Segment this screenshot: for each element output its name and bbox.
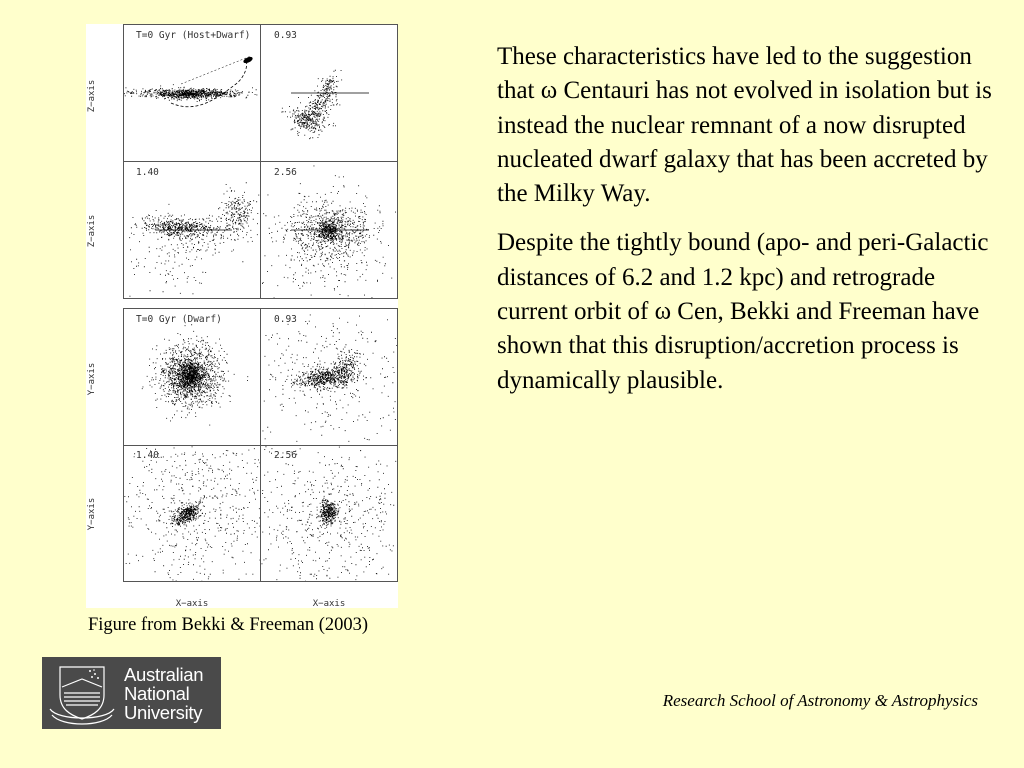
anu-crest-icon [42,657,122,729]
logo-line: University [124,702,203,723]
panel-label: 1.40 [136,167,159,178]
x-axis-label: X−axis [312,599,346,608]
paragraph: Despite the tightly bound (apo- and peri-Galactic distances of 6.2 and 1.2 kpc) and retrograde current orbit of ω Cen, Bekki and Freeman have shown that this disruption/accretion process is dynamically plausible. [497,229,989,394]
panel-label: 1.40 [136,450,159,461]
y-axis-label: Y−axis [87,497,97,531]
slide-body [497,40,997,413]
logo-wordmark [124,665,219,722]
y-axis-label: Z−axis [87,214,97,248]
figure-caption: Figure from Bekki & Freeman (2003) [88,615,369,635]
panel-label: T=0 Gyr (Host+Dwarf) [136,30,251,41]
paragraph: These characteristics have led to the suggestion that ω Centauri has not evolved in isolation but is instead the nuclear remnant of a now disrupted nucleated dwarf galaxy that has been accreted by the Milky Way. [497,43,992,208]
simulation-panels [86,24,398,608]
logo-line: Australian [124,664,204,685]
panel-label: 0.93 [274,314,297,325]
footer-school-name: Research School of Astronomy & Astrophysics [662,691,978,710]
panel-label: T=0 Gyr (Dwarf) [136,314,222,325]
logo-line: National [124,683,190,704]
panel-label: 2.56 [274,450,297,461]
y-axis-label: Z−axis [87,79,97,113]
panel-frames [124,25,398,582]
panel-label: 0.93 [274,30,297,41]
x-axis-label: X−axis [175,599,209,608]
y-axis-label: Y−axis [87,362,97,396]
panel-label: 2.56 [274,167,297,178]
anu-logo [42,657,221,729]
bekki-freeman-figure [86,24,398,608]
